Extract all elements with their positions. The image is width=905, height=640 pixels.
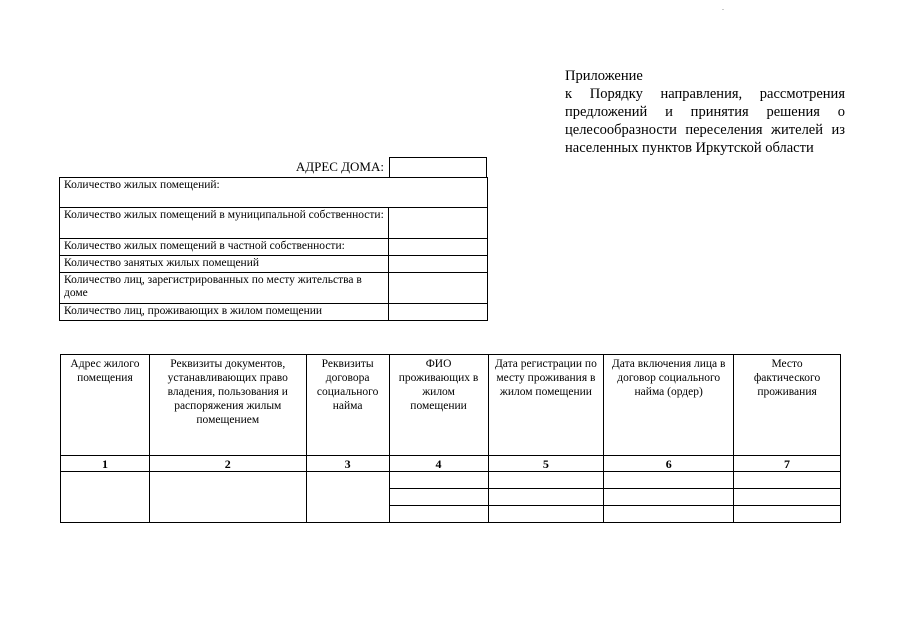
stats-value[interactable] bbox=[389, 256, 488, 273]
column-number: 5 bbox=[488, 456, 604, 472]
stats-row bbox=[60, 256, 488, 273]
column-header: Место фактического проживания bbox=[734, 355, 841, 456]
stats-row bbox=[60, 239, 488, 256]
column-header: ФИО проживающих в жилом помещении bbox=[389, 355, 488, 456]
table-cell[interactable] bbox=[488, 489, 604, 506]
stats-label: Количество жилых помещений в частной собственности: bbox=[60, 239, 389, 256]
column-number: 2 bbox=[149, 456, 306, 472]
house-stats-table bbox=[59, 177, 488, 321]
table-cell[interactable] bbox=[604, 506, 734, 523]
stats-label: Количество занятых жилых помещений bbox=[60, 256, 389, 273]
residents-table bbox=[60, 354, 841, 523]
column-number-row bbox=[61, 456, 841, 472]
stats-row bbox=[60, 208, 488, 239]
table-cell[interactable] bbox=[389, 506, 488, 523]
column-header: Адрес жилого помещения bbox=[61, 355, 150, 456]
column-number: 4 bbox=[389, 456, 488, 472]
contract-cell[interactable] bbox=[306, 472, 389, 523]
stats-label: Количество жилых помещений: bbox=[60, 178, 488, 208]
table-cell[interactable] bbox=[604, 472, 734, 489]
table-cell[interactable] bbox=[389, 472, 488, 489]
table-row bbox=[61, 472, 841, 489]
appendix-title: Приложение bbox=[565, 68, 643, 84]
column-number: 1 bbox=[61, 456, 150, 472]
documents-cell[interactable] bbox=[149, 472, 306, 523]
appendix-text: к Порядку направления, рассмотрения предложений и принятия решения о целесообразности переселения жителей из населенных пунктов Иркутской области bbox=[565, 86, 845, 156]
stats-label: Количество лиц, зарегистрированных по месту жительства в доме bbox=[60, 273, 389, 304]
address-field[interactable] bbox=[389, 157, 487, 178]
table-cell[interactable] bbox=[734, 506, 841, 523]
table-cell[interactable] bbox=[734, 472, 841, 489]
stats-value[interactable] bbox=[389, 273, 488, 304]
table-cell[interactable] bbox=[389, 489, 488, 506]
stats-value[interactable] bbox=[389, 239, 488, 256]
stats-row bbox=[60, 178, 488, 208]
column-header: Реквизиты документов, устанавливающих право владения, пользования и распоряжения жилым помещением bbox=[149, 355, 306, 456]
column-number: 7 bbox=[734, 456, 841, 472]
header-row bbox=[61, 355, 841, 456]
column-header: Реквизиты договора социального найма bbox=[306, 355, 389, 456]
stats-row bbox=[60, 273, 488, 304]
table-cell[interactable] bbox=[604, 489, 734, 506]
stats-value[interactable] bbox=[389, 208, 488, 239]
column-header: Дата регистрации по месту проживания в жилом помещении bbox=[488, 355, 604, 456]
address-label: АДРЕС ДОМА: bbox=[295, 159, 384, 174]
stats-row bbox=[60, 304, 488, 321]
stats-value[interactable] bbox=[389, 304, 488, 321]
stats-label: Количество жилых помещений в муниципальной собственности: bbox=[60, 208, 389, 239]
appendix-note bbox=[565, 67, 845, 157]
corner-mark: . bbox=[722, 3, 724, 12]
column-header: Дата включения лица в договор социального найма (ордер) bbox=[604, 355, 734, 456]
address-cell[interactable] bbox=[61, 472, 150, 523]
table-cell[interactable] bbox=[488, 506, 604, 523]
column-number: 3 bbox=[306, 456, 389, 472]
table-cell[interactable] bbox=[488, 472, 604, 489]
column-number: 6 bbox=[604, 456, 734, 472]
stats-label: Количество лиц, проживающих в жилом помещении bbox=[60, 304, 389, 321]
table-cell[interactable] bbox=[734, 489, 841, 506]
